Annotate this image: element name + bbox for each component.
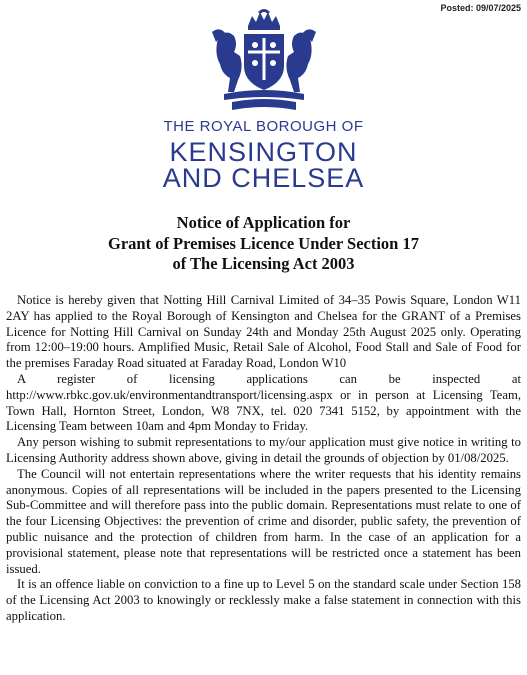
council-logo (0, 8, 527, 116)
posted-date: Posted: 09/07/2025 (440, 3, 521, 13)
council-name-line2: KENSINGTON (169, 137, 358, 167)
notice-body (6, 293, 521, 625)
notice-paragraph-application: Notice is hereby given that Notting Hill Carnival Limited of 34–35 Powis Square, London W11 2AY has applied to the Royal Borough of Kensington and Chelsea for the GRANT of a Premises Licence for Notting Hill Carnival on Sunday 24th and Monday 25th August 2025 only. Operating from 12:00–19:00 hours. Amplified Music, Retail Sale of Alcohol, Food Stall and Sale of Food for the premises Faraday Road situated at Faraday Road, London W10 (6, 293, 521, 371)
council-name-line3: AND CHELSEA (162, 163, 365, 193)
council-name-line1: THE ROYAL BOROUGH OF (163, 118, 364, 135)
notice-title-line1: Notice of Application for (176, 213, 351, 232)
notice-paragraph-register: A register of licensing applications can be inspected at http://www.rbkc.gov.uk/environmentandtransport/licensing.aspx or in person at Licensing Team, Town Hall, Hornton Street, London, W8 7NX, tel. 020 7341 5152, by appointment with the Licensing Team between 10am and 4pm Monday to Friday. (6, 371, 521, 434)
notice-paragraph-representations: Any person wishing to submit representations to my/our application must give notice in writing to Licensing Authority address shown above, giving in detail the grounds of objection by 01/08/2025. (6, 435, 521, 465)
royal-borough-crest-icon (204, 8, 324, 116)
notice-title-line3: of The Licensing Act 2003 (172, 254, 355, 273)
notice-title-line2: Grant of Premises Licence Under Section 17 (107, 233, 419, 253)
notice-paragraph-offence: It is an offence liable on conviction to a fine up to Level 5 on the standard scale under Section 158 of the Licensing Act 2003 to knowingly or recklessly make a false statement in connection with this application. (6, 577, 521, 623)
notice-paragraph-council-policy: The Council will not entertain representations where the writer requests that his identity remains anonymous. Copies of all representations will be included in the papers presented to the Licensing Sub-Committee and will therefore pass into the public domain. Representations must relate to one of the four Licensing Objectives: the prevention of crime and disorder, public safety, the prevention of public nuisance and the protection of children from harm. In the case of an application for a provisional statement, please note that representations will be restricted once a statement has been issued. (6, 466, 521, 576)
notice-title (0, 213, 527, 275)
